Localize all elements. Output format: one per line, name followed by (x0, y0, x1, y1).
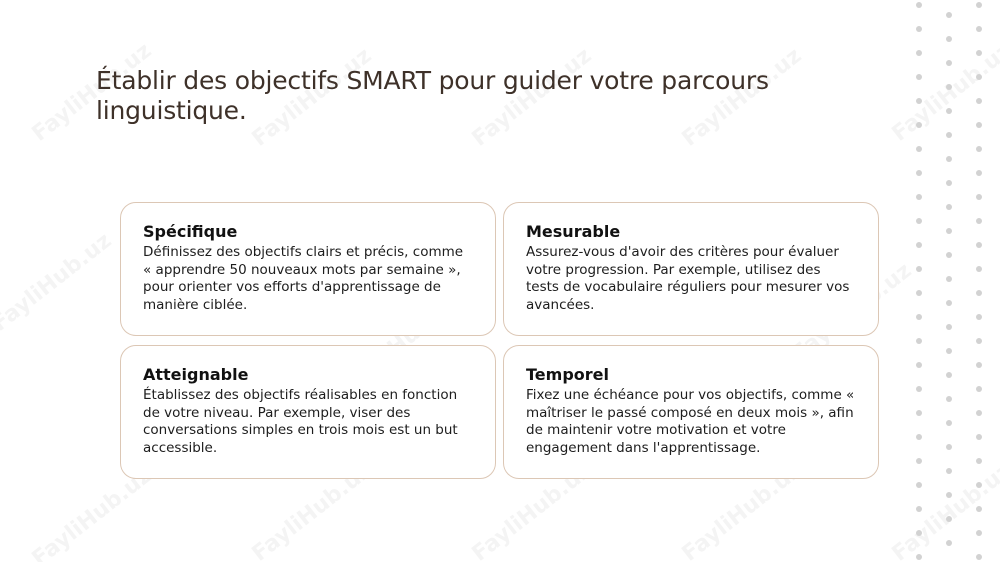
decorative-dot (976, 506, 982, 512)
decorative-dot (916, 2, 922, 8)
decorative-dot (916, 386, 922, 392)
decorative-dot (976, 386, 982, 392)
decorative-dot (916, 146, 922, 152)
slide-title: Établir des objectifs SMART pour guider votre parcours linguistique. (96, 66, 769, 125)
card-title: Mesurable (526, 222, 621, 241)
decorative-dot (916, 314, 922, 320)
decorative-dot (916, 530, 922, 536)
decorative-dot (916, 338, 922, 344)
decorative-dot (976, 218, 982, 224)
decorative-dot (946, 228, 952, 234)
card-temporel (503, 345, 879, 479)
decorative-dot (916, 290, 922, 296)
dot-pattern-decoration (908, 0, 1000, 562)
decorative-dot (916, 458, 922, 464)
decorative-dot (976, 170, 982, 176)
decorative-dot (976, 434, 982, 440)
decorative-dot (976, 2, 982, 8)
decorative-dot (946, 348, 952, 354)
decorative-dot (946, 300, 952, 306)
decorative-dot (916, 50, 922, 56)
decorative-dot (976, 266, 982, 272)
decorative-dot (916, 434, 922, 440)
decorative-dot (976, 530, 982, 536)
decorative-dot (946, 540, 952, 546)
decorative-dot (976, 50, 982, 56)
decorative-dot (916, 26, 922, 32)
decorative-dot (976, 362, 982, 368)
decorative-dot (976, 98, 982, 104)
decorative-dot (946, 84, 952, 90)
card-mesurable (503, 202, 879, 336)
decorative-dot (916, 554, 922, 560)
decorative-dot (946, 132, 952, 138)
decorative-dot (946, 420, 952, 426)
decorative-dot (976, 146, 982, 152)
decorative-dot (976, 26, 982, 32)
decorative-dot (976, 122, 982, 128)
card-text: Établissez des objectifs réalisables en fonction de votre niveau. Par exemple, viser des conversations simples en trois mois est un but accessible. (143, 387, 458, 456)
card-title: Temporel (526, 365, 609, 384)
decorative-dot (916, 410, 922, 416)
decorative-dot (946, 60, 952, 66)
card-text: Assurez-vous d'avoir des critères pour évaluer votre progression. Par exemple, utilisez des tests de vocabulaire réguliers pour mesurer vos avancées. (526, 244, 850, 313)
decorative-dot (976, 74, 982, 80)
decorative-dot (946, 156, 952, 162)
decorative-dot (976, 338, 982, 344)
decorative-dot (976, 410, 982, 416)
decorative-dot (916, 362, 922, 368)
decorative-dot (916, 482, 922, 488)
decorative-dot (916, 506, 922, 512)
decorative-dot (946, 516, 952, 522)
decorative-dot (916, 122, 922, 128)
decorative-dot (946, 444, 952, 450)
decorative-dot (976, 290, 982, 296)
card-text: Fixez une échéance pour vos objectifs, comme « maîtriser le passé composé en deux mois », afin de maintenir votre motivation et votre engagement dans l'apprentissage. (526, 387, 855, 456)
watermark (0, 228, 116, 336)
decorative-dot (976, 554, 982, 560)
card-specifique (120, 202, 496, 336)
card-atteignable (120, 345, 496, 479)
decorative-dot (916, 218, 922, 224)
decorative-dot (976, 458, 982, 464)
decorative-dot (946, 468, 952, 474)
decorative-dot (916, 74, 922, 80)
decorative-dot (976, 314, 982, 320)
decorative-dot (976, 242, 982, 248)
decorative-dot (916, 98, 922, 104)
decorative-dot (916, 242, 922, 248)
decorative-dot (946, 36, 952, 42)
decorative-dot (946, 12, 952, 18)
decorative-dot (946, 396, 952, 402)
card-text: Définissez des objectifs clairs et précis, comme « apprendre 50 nouveaux mots par semaine », pour orienter vos efforts d'apprentissage de manière ciblée. (143, 244, 464, 313)
decorative-dot (976, 482, 982, 488)
decorative-dot (976, 194, 982, 200)
decorative-dot (916, 170, 922, 176)
decorative-dot (946, 108, 952, 114)
decorative-dot (916, 266, 922, 272)
decorative-dot (946, 204, 952, 210)
decorative-dot (946, 252, 952, 258)
decorative-dot (946, 180, 952, 186)
decorative-dot (946, 276, 952, 282)
decorative-dot (916, 194, 922, 200)
decorative-dot (946, 492, 952, 498)
card-title: Atteignable (143, 365, 249, 384)
decorative-dot (946, 372, 952, 378)
decorative-dot (946, 324, 952, 330)
smart-cards-grid (120, 202, 880, 479)
card-title: Spécifique (143, 222, 238, 241)
